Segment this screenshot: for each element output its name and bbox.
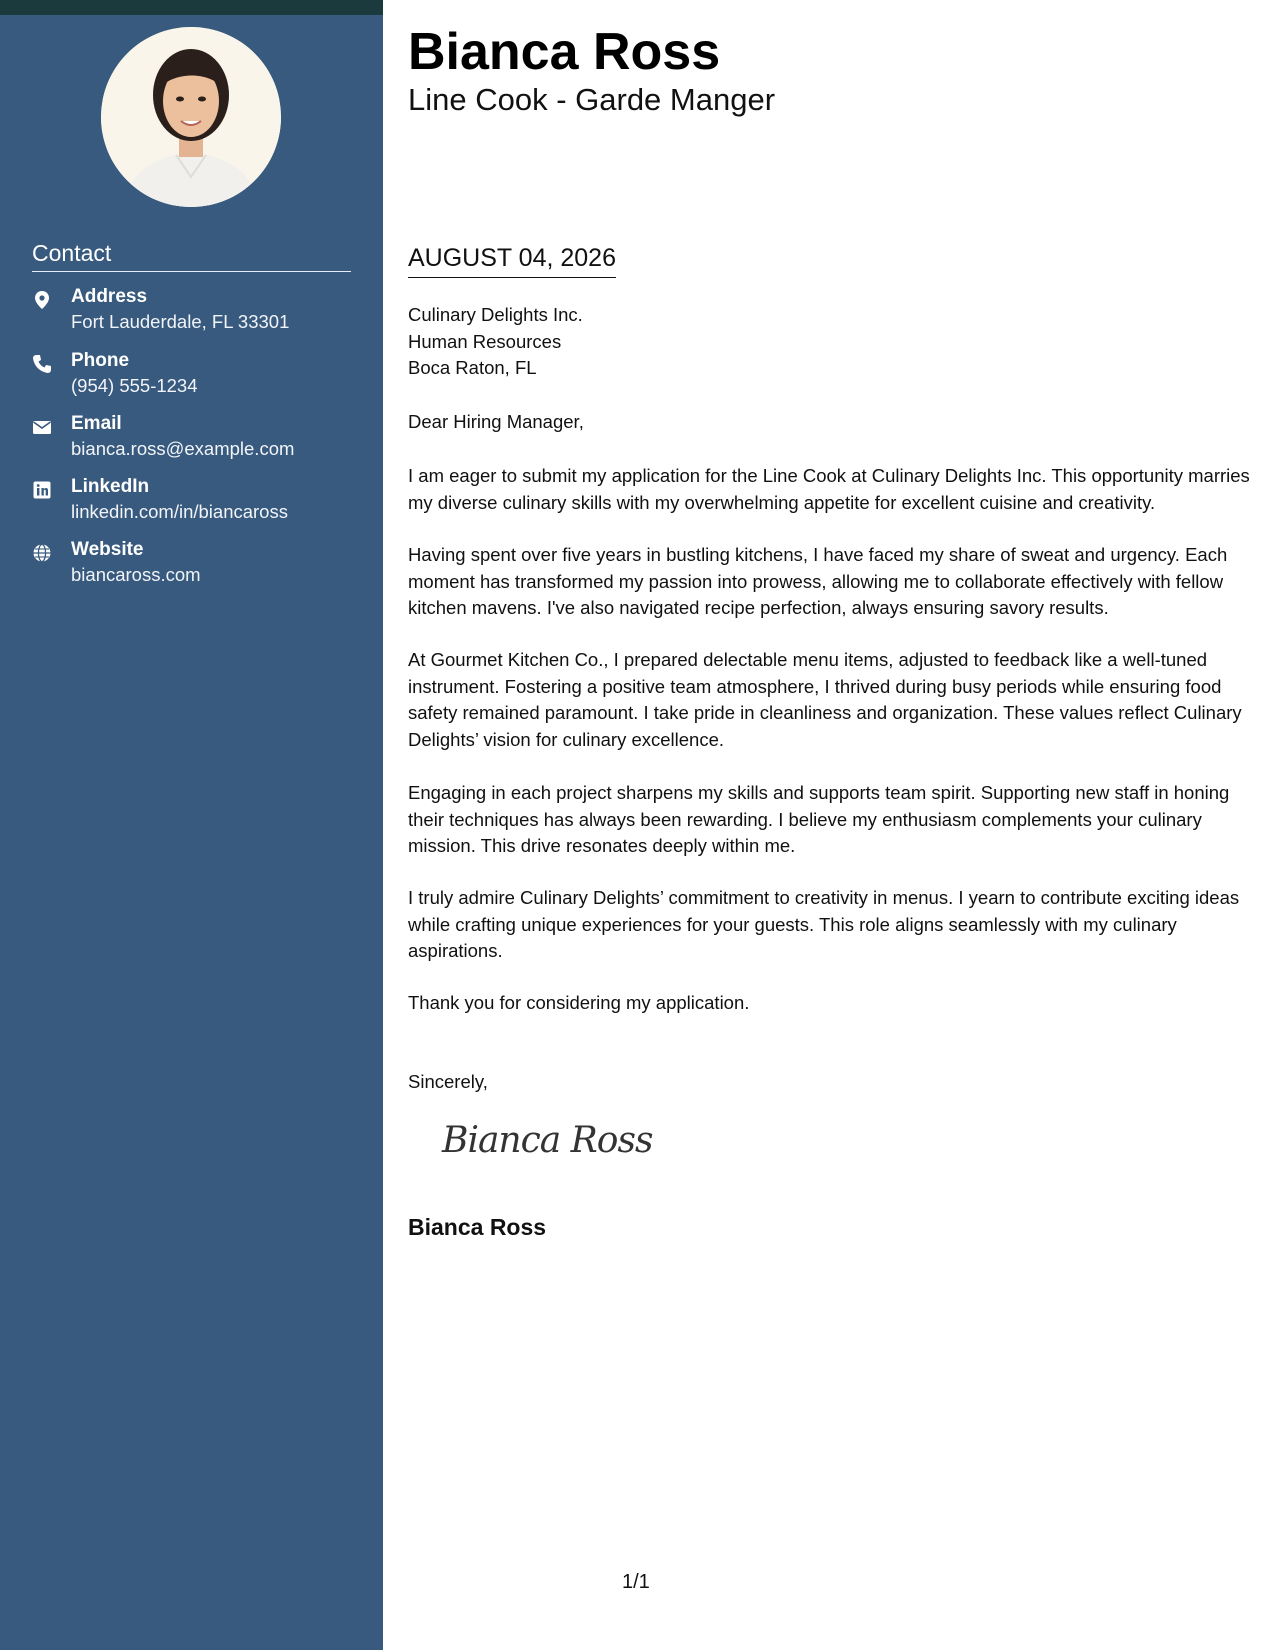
address-value: Fort Lauderdale, FL 33301 xyxy=(71,311,290,332)
recipient-location: Boca Raton, FL xyxy=(408,357,537,378)
paragraph: Engaging in each project sharpens my skills and supports team spirit. Supporting new staff in honing their techniques has always been rewarding. I believe my enthusiasm complements your culinary mission. This drive resonates deeply within me. xyxy=(408,782,1230,856)
phone-icon xyxy=(32,354,52,374)
website-value[interactable]: biancaross.com xyxy=(71,564,201,585)
closing: Sincerely, xyxy=(408,1071,488,1092)
letter-date: AUGUST 04, 2026 xyxy=(408,244,616,278)
paragraph: I truly admire Culinary Delights’ commitment to creativity in menus. I yearn to contribute exciting ideas while crafting unique experiences for your guests. This role aligns seamlessly with my culinary aspirations. xyxy=(408,887,1240,961)
map-pin-icon xyxy=(32,290,52,310)
email-value: bianca.ross@example.com xyxy=(71,438,295,459)
paragraph: At Gourmet Kitchen Co., I prepared delectable menu items, adjusted to feedback like a well-tuned instrument. Fostering a positive team atmosphere, I thrived during busy periods while ensuring food safety remained paramount. I take pride in cleanliness and organization. These values reflect Culinary Delights’ vision for culinary excellence. xyxy=(408,649,1242,750)
address-label: Address xyxy=(71,286,148,307)
email-label: Email xyxy=(71,413,122,434)
salutation: Dear Hiring Manager, xyxy=(408,411,584,432)
linkedin-label: LinkedIn xyxy=(71,476,150,497)
linkedin-value[interactable]: linkedin.com/in/biancaross xyxy=(71,501,288,522)
applicant-name: Bianca Ross xyxy=(408,23,721,81)
linkedin-icon xyxy=(32,480,52,500)
phone-value: (954) 555-1234 xyxy=(71,375,198,396)
recipient-block xyxy=(408,302,583,382)
recipient-department: Human Resources xyxy=(408,330,562,352)
job-title: Line Cook - Garde Manger xyxy=(408,82,776,117)
paragraph: Thank you for considering my application. xyxy=(408,992,750,1013)
sidebar-top-bar xyxy=(0,0,383,15)
phone-label: Phone xyxy=(71,350,130,371)
recipient-company: Culinary Delights Inc. xyxy=(408,304,583,325)
sidebar xyxy=(0,0,383,1650)
profile-photo xyxy=(101,27,281,207)
contact-heading: Contact xyxy=(32,240,351,272)
paragraph: I am eager to submit my application for the Line Cook at Culinary Delights Inc. This opportunity marries my diverse culinary skills with my overwhelming appetite for excellent cuisine and creativity. xyxy=(408,465,1250,513)
signed-name: Bianca Ross xyxy=(408,1214,547,1240)
envelope-icon xyxy=(32,417,52,437)
website-label: Website xyxy=(71,539,144,560)
signature: Bianca Ross xyxy=(442,1120,653,1161)
page-number: 1/1 xyxy=(622,1571,650,1593)
globe-icon xyxy=(32,543,52,563)
paragraph: Having spent over five years in bustling kitchens, I have faced my share of sweat and urgency. Each moment has transformed my passion into prowess, allowing me to collaborate effectively with fellow kitchen mavens. I've also navigated recipe perfection, always ensuring savory results. xyxy=(408,544,1228,618)
